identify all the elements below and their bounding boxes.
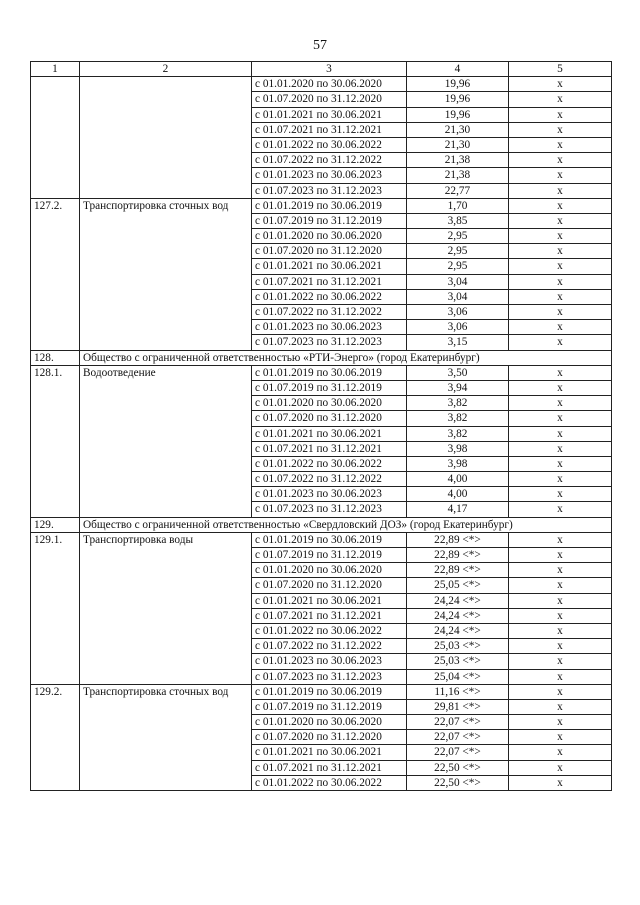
tariff-value: 24,24 <*> [407, 623, 509, 638]
tariff-value: 25,04 <*> [407, 669, 509, 684]
tariff-x: х [509, 274, 612, 289]
tariff-x: х [509, 608, 612, 623]
tariff-value: 24,24 <*> [407, 608, 509, 623]
tariff-x: х [509, 213, 612, 228]
period-cell: с 01.07.2022 по 31.12.2022 [252, 153, 407, 168]
tariff-value: 4,00 [407, 472, 509, 487]
tariff-x: х [509, 335, 612, 350]
period-cell: с 01.01.2019 по 30.06.2019 [252, 365, 407, 380]
tariff-x: х [509, 684, 612, 699]
period-cell: с 01.01.2022 по 30.06.2022 [252, 289, 407, 304]
tariff-x: х [509, 77, 612, 92]
period-cell: с 01.07.2020 по 31.12.2020 [252, 411, 407, 426]
service-name [80, 77, 252, 199]
tariff-value: 22,89 <*> [407, 563, 509, 578]
period-cell: с 01.01.2023 по 30.06.2023 [252, 487, 407, 502]
tariff-value: 25,03 <*> [407, 639, 509, 654]
header-row [31, 62, 612, 77]
tariff-value: 1,70 [407, 198, 509, 213]
tariff-x: х [509, 699, 612, 714]
service-name: Транспортировка воды [80, 532, 252, 684]
tariff-value: 3,50 [407, 365, 509, 380]
period-cell: с 01.01.2021 по 30.06.2021 [252, 107, 407, 122]
service-name: Водоотведение [80, 365, 252, 517]
column-header-4: 4 [407, 62, 509, 77]
tariff-value: 22,07 <*> [407, 745, 509, 760]
tariff-x: х [509, 153, 612, 168]
tariff-x: х [509, 107, 612, 122]
tariff-x: х [509, 305, 612, 320]
item-number: 127.2. [31, 198, 80, 350]
period-cell: с 01.07.2023 по 31.12.2023 [252, 183, 407, 198]
tariff-x: х [509, 775, 612, 790]
period-cell: с 01.01.2020 по 30.06.2020 [252, 396, 407, 411]
tariff-value: 3,06 [407, 320, 509, 335]
period-cell: с 01.07.2022 по 31.12.2022 [252, 472, 407, 487]
organization-row [31, 517, 612, 532]
tariff-x: х [509, 472, 612, 487]
organization-name: Общество с ограниченной ответственностью «Свердловский ДОЗ» (город Екатеринбург) [80, 517, 612, 532]
tariff-value: 3,82 [407, 396, 509, 411]
item-number: 128. [31, 350, 80, 365]
tariff-x: х [509, 289, 612, 304]
column-header-5: 5 [509, 62, 612, 77]
period-cell: с 01.01.2022 по 30.06.2022 [252, 137, 407, 152]
tariff-value: 3,15 [407, 335, 509, 350]
tariff-x: х [509, 456, 612, 471]
tariff-x: х [509, 92, 612, 107]
tariff-x: х [509, 715, 612, 730]
period-cell: с 01.07.2020 по 31.12.2020 [252, 578, 407, 593]
period-cell: с 01.07.2023 по 31.12.2023 [252, 502, 407, 517]
tariff-x: х [509, 441, 612, 456]
tariff-value: 3,98 [407, 441, 509, 456]
period-cell: с 01.01.2022 по 30.06.2022 [252, 775, 407, 790]
item-number: 129.2. [31, 684, 80, 790]
tariff-x: х [509, 365, 612, 380]
column-header-2: 2 [80, 62, 252, 77]
organization-row [31, 350, 612, 365]
period-cell: с 01.01.2020 по 30.06.2020 [252, 715, 407, 730]
period-cell: с 01.01.2019 по 30.06.2019 [252, 684, 407, 699]
column-header-1: 1 [31, 62, 80, 77]
tariff-value: 21,30 [407, 122, 509, 137]
period-cell: с 01.07.2023 по 31.12.2023 [252, 335, 407, 350]
service-name: Транспортировка сточных вод [80, 198, 252, 350]
tariff-x: х [509, 411, 612, 426]
period-cell: с 01.01.2021 по 30.06.2021 [252, 426, 407, 441]
tariff-value: 24,24 <*> [407, 593, 509, 608]
tariff-x: х [509, 198, 612, 213]
period-cell: с 01.01.2019 по 30.06.2019 [252, 532, 407, 547]
tariff-value: 3,94 [407, 380, 509, 395]
tariff-value: 22,77 [407, 183, 509, 198]
period-cell: с 01.01.2023 по 30.06.2023 [252, 168, 407, 183]
tariff-x: х [509, 320, 612, 335]
period-cell: с 01.07.2020 по 31.12.2020 [252, 730, 407, 745]
period-cell: с 01.01.2021 по 30.06.2021 [252, 745, 407, 760]
period-cell: с 01.01.2022 по 30.06.2022 [252, 456, 407, 471]
tariff-value: 22,89 <*> [407, 532, 509, 547]
tariff-x: х [509, 396, 612, 411]
tariff-x: х [509, 548, 612, 563]
tariff-x: х [509, 183, 612, 198]
tariff-value: 25,05 <*> [407, 578, 509, 593]
tariff-x: х [509, 745, 612, 760]
period-cell: с 01.07.2019 по 31.12.2019 [252, 699, 407, 714]
period-cell: с 01.07.2021 по 31.12.2021 [252, 760, 407, 775]
period-cell: с 01.01.2019 по 30.06.2019 [252, 198, 407, 213]
page-number: 57 [313, 38, 327, 53]
period-cell: с 01.07.2021 по 31.12.2021 [252, 441, 407, 456]
item-number: 129.1. [31, 532, 80, 684]
tariff-x: х [509, 487, 612, 502]
tariff-value: 19,96 [407, 77, 509, 92]
item-number: 128.1. [31, 365, 80, 517]
table-row [31, 77, 612, 92]
tariff-value: 22,89 <*> [407, 548, 509, 563]
period-cell: с 01.07.2019 по 31.12.2019 [252, 213, 407, 228]
period-cell: с 01.01.2021 по 30.06.2021 [252, 259, 407, 274]
tariff-value: 3,82 [407, 426, 509, 441]
tariff-x: х [509, 593, 612, 608]
period-cell: с 01.07.2021 по 31.12.2021 [252, 274, 407, 289]
tariff-x: х [509, 639, 612, 654]
tariff-x: х [509, 502, 612, 517]
tariff-x: х [509, 760, 612, 775]
tariff-x: х [509, 532, 612, 547]
period-cell: с 01.07.2019 по 31.12.2019 [252, 380, 407, 395]
tariff-x: х [509, 380, 612, 395]
period-cell: с 01.07.2021 по 31.12.2021 [252, 608, 407, 623]
tariff-value: 19,96 [407, 92, 509, 107]
tariff-value: 22,07 <*> [407, 730, 509, 745]
period-cell: с 01.01.2020 по 30.06.2020 [252, 77, 407, 92]
tariff-value: 3,04 [407, 274, 509, 289]
tariff-value: 25,03 <*> [407, 654, 509, 669]
table-row [31, 198, 612, 213]
tariff-x: х [509, 259, 612, 274]
tariff-x: х [509, 623, 612, 638]
period-cell: с 01.01.2023 по 30.06.2023 [252, 654, 407, 669]
period-cell: с 01.01.2020 по 30.06.2020 [252, 229, 407, 244]
tariff-value: 19,96 [407, 107, 509, 122]
period-cell: с 01.07.2020 по 31.12.2020 [252, 244, 407, 259]
tariff-value: 3,85 [407, 213, 509, 228]
tariff-x: х [509, 244, 612, 259]
period-cell: с 01.07.2023 по 31.12.2023 [252, 669, 407, 684]
tariff-value: 21,38 [407, 168, 509, 183]
table-row [31, 365, 612, 380]
tariff-x: х [509, 229, 612, 244]
table-header [31, 62, 612, 77]
tariff-value: 3,98 [407, 456, 509, 471]
tariff-x: х [509, 563, 612, 578]
tariff-x: х [509, 137, 612, 152]
tariff-value: 3,06 [407, 305, 509, 320]
tariff-value: 3,82 [407, 411, 509, 426]
period-cell: с 01.07.2022 по 31.12.2022 [252, 639, 407, 654]
tariff-x: х [509, 122, 612, 137]
tariff-value: 11,16 <*> [407, 684, 509, 699]
tariff-x: х [509, 730, 612, 745]
tariff-value: 22,07 <*> [407, 715, 509, 730]
tariff-value: 2,95 [407, 259, 509, 274]
tariff-value: 21,38 [407, 153, 509, 168]
column-header-3: 3 [252, 62, 407, 77]
tariff-value: 22,50 <*> [407, 760, 509, 775]
period-cell: с 01.07.2022 по 31.12.2022 [252, 305, 407, 320]
organization-name: Общество с ограниченной ответственностью «РТИ-Энерго» (город Екатеринбург) [80, 350, 612, 365]
item-number [31, 77, 80, 199]
tariff-table [30, 61, 612, 791]
item-number: 129. [31, 517, 80, 532]
table-row [31, 532, 612, 547]
tariff-value: 29,81 <*> [407, 699, 509, 714]
period-cell: с 01.01.2021 по 30.06.2021 [252, 593, 407, 608]
tariff-value: 4,17 [407, 502, 509, 517]
tariff-value: 4,00 [407, 487, 509, 502]
tariff-x: х [509, 168, 612, 183]
tariff-value: 21,30 [407, 137, 509, 152]
tariff-x: х [509, 654, 612, 669]
tariff-value: 3,04 [407, 289, 509, 304]
period-cell: с 01.07.2021 по 31.12.2021 [252, 122, 407, 137]
tariff-value: 2,95 [407, 229, 509, 244]
table-body [31, 77, 612, 791]
period-cell: с 01.01.2020 по 30.06.2020 [252, 563, 407, 578]
period-cell: с 01.07.2020 по 31.12.2020 [252, 92, 407, 107]
tariff-value: 22,50 <*> [407, 775, 509, 790]
tariff-x: х [509, 426, 612, 441]
tariff-x: х [509, 578, 612, 593]
tariff-x: х [509, 669, 612, 684]
period-cell: с 01.01.2023 по 30.06.2023 [252, 320, 407, 335]
period-cell: с 01.01.2022 по 30.06.2022 [252, 623, 407, 638]
period-cell: с 01.07.2019 по 31.12.2019 [252, 548, 407, 563]
table-row [31, 684, 612, 699]
tariff-value: 2,95 [407, 244, 509, 259]
service-name: Транспортировка сточных вод [80, 684, 252, 790]
